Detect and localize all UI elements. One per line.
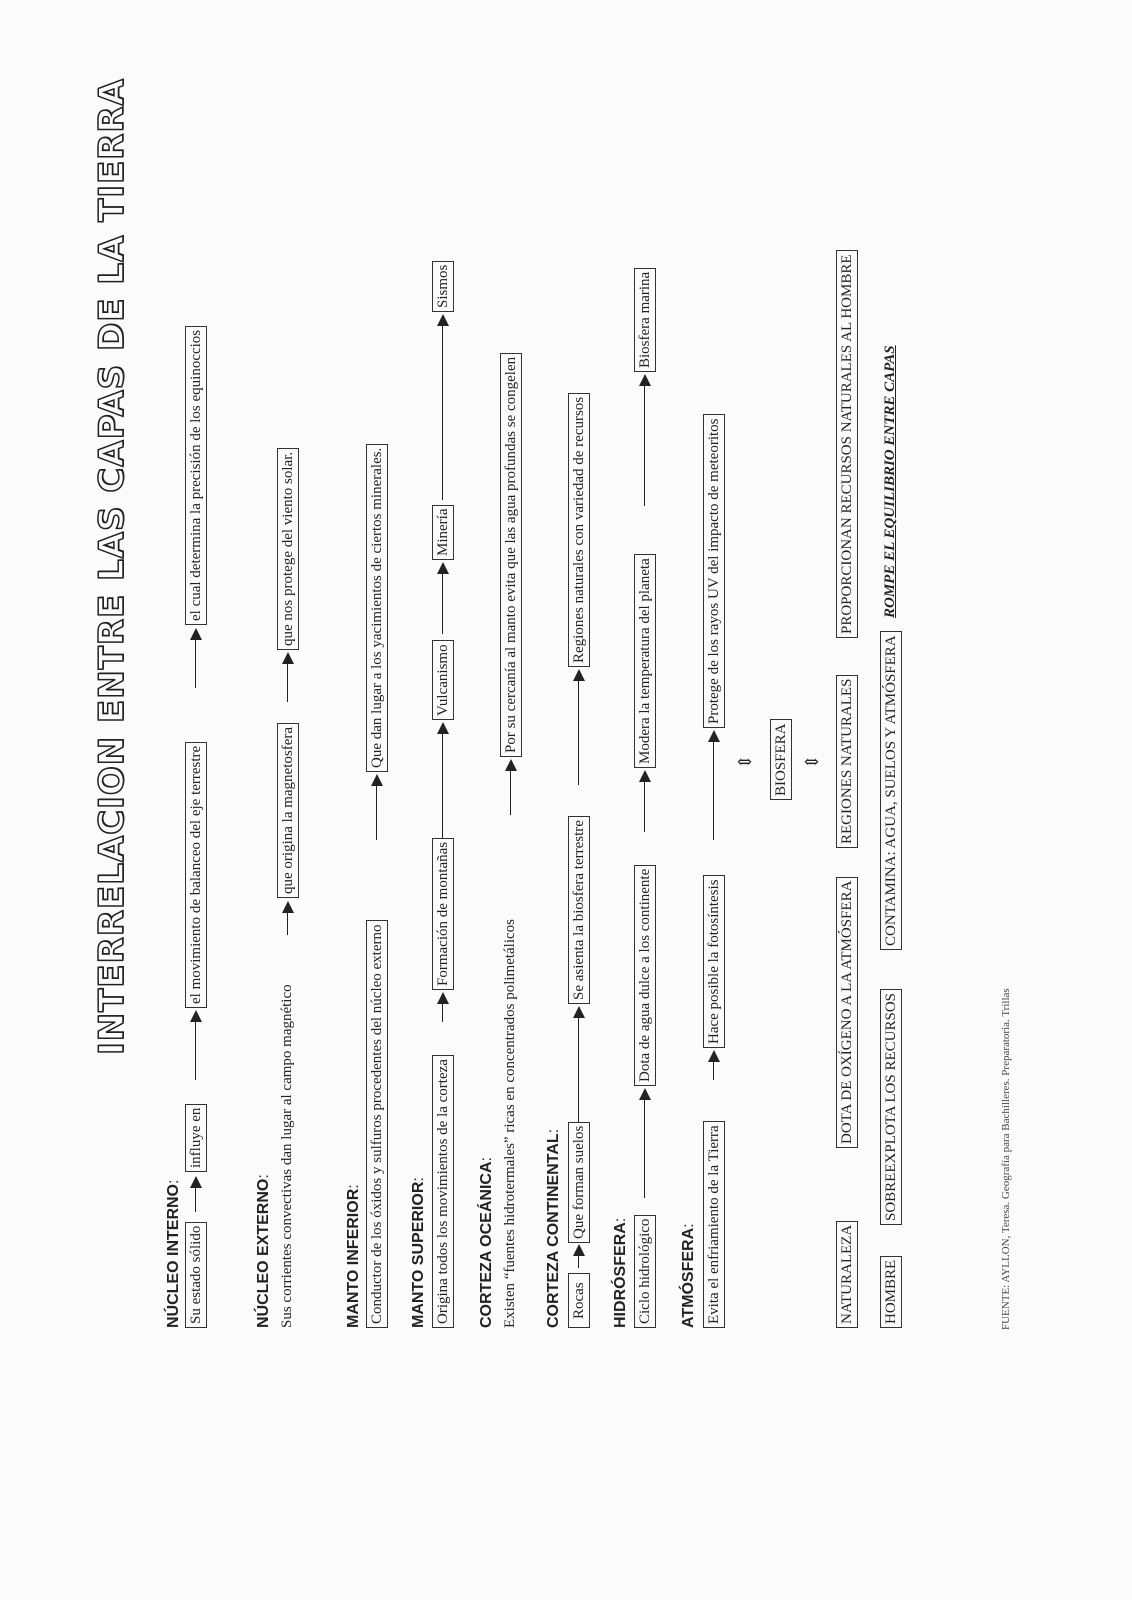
page-title: INTERRELACION ENTRE LAS CAPAS DE LA TIERRA bbox=[92, 78, 132, 1055]
heading-nucleo-interno: NÚCLEO INTERNO: bbox=[165, 1179, 182, 1328]
arrow-right bbox=[637, 1088, 653, 1198]
box-hombre: HOMBRE bbox=[880, 1256, 902, 1328]
arrow-right bbox=[435, 722, 451, 838]
box-mineria: Minería bbox=[432, 505, 454, 560]
box-dota-oxigeno: DOTA DE OXÍGENO A LA ATMÓSFERA bbox=[836, 877, 858, 1148]
box-biosfera: BIOSFERA bbox=[770, 719, 792, 800]
box-formacion-montanas: Formación de montañas bbox=[432, 838, 454, 990]
box-proporcionan-recursos: PROPORCIONAN RECURSOS NATURALES AL HOMBRE bbox=[836, 250, 858, 638]
arrow-right bbox=[188, 1176, 204, 1212]
box-cercania-manto: Por su cercanía al manto evita que las agua profundas se congelen bbox=[500, 353, 522, 757]
box-forman-suelos: Que forman suelos bbox=[568, 1122, 590, 1243]
arrow-right bbox=[706, 730, 722, 840]
arrow-right bbox=[188, 1010, 204, 1080]
box-fotosintesis: Hace posible la fotosíntesis bbox=[703, 875, 725, 1048]
box-regiones-recursos: Regiones naturales con variedad de recursos bbox=[568, 393, 590, 667]
heading-corteza-oceanica: CORTEZA OCEÁNICA: bbox=[478, 1157, 495, 1328]
text-corrientes-convectivas: Sus corrientes convectivas dan lugar al campo magnético bbox=[279, 984, 295, 1328]
box-estado-solido: Su estado sólido bbox=[185, 1222, 207, 1328]
source-footer: FUENTE: AYLLON, Teresa. Geografía para Bachilleres. Preparatoria. Trillas bbox=[1000, 988, 1012, 1330]
arrow-right bbox=[435, 562, 451, 634]
arrow-right bbox=[188, 628, 204, 688]
heading-corteza-continental: CORTEZA CONTINENTAL: bbox=[545, 1128, 562, 1328]
box-conductor-oxidos: Conductor de los óxidos y sulfuros procedentes del núcleo externo bbox=[366, 921, 388, 1329]
arrow-right bbox=[571, 1006, 587, 1122]
double-arrow-icon: ⇕ bbox=[735, 754, 755, 770]
box-contamina: CONTAMINA: AGUA, SUELOS Y ATMÓSFERA bbox=[880, 631, 902, 950]
heading-manto-superior: MANTO SUPERIOR: bbox=[410, 1177, 427, 1328]
box-enfriamiento-tierra: Evita el enfriamiento de la Tierra bbox=[703, 1121, 725, 1328]
box-biosfera-marina: Biosfera marina bbox=[634, 268, 656, 372]
box-movimientos-corteza: Origina todos los movimientos de la corteza bbox=[432, 1055, 454, 1328]
box-magnetosfera: que origina la magnetosfera bbox=[277, 723, 299, 898]
arrow-right bbox=[280, 652, 296, 702]
box-rocas: Rocas bbox=[568, 1273, 590, 1328]
box-precision-equinoccios: el cual determina la precisión de los equinoccios bbox=[185, 326, 207, 625]
box-vulcanismo: Vulcanismo bbox=[432, 640, 454, 720]
heading-nucleo-externo: NÚCLEO EXTERNO: bbox=[255, 1174, 272, 1328]
arrow-right bbox=[571, 669, 587, 785]
box-movimiento-balanceo: el movimiento de balanceo del eje terrestre bbox=[185, 742, 207, 1008]
arrow-right bbox=[435, 992, 451, 1022]
text-rompe-equilibrio: ROMPE EL EQUILIBRIO ENTRE CAPAS bbox=[882, 345, 898, 618]
box-biosfera-terrestre: Se asienta la biosfera terrestre bbox=[568, 816, 590, 1004]
box-viento-solar: que nos protege del viento solar. bbox=[277, 448, 299, 650]
box-sismos: Sismos bbox=[432, 261, 454, 312]
arrow-right bbox=[280, 901, 296, 935]
arrow-right bbox=[435, 314, 451, 500]
box-rayos-uv: Protege de los rayos UV del impacto de meteoritos bbox=[703, 415, 725, 729]
heading-hidrosfera: HIDRÓSFERA: bbox=[612, 1217, 629, 1328]
arrow-right bbox=[369, 774, 385, 840]
arrow-right bbox=[503, 759, 519, 815]
box-modera-temperatura: Modera la temperatura del planeta bbox=[634, 554, 656, 768]
text-fuentes-hidrotermales: Existen “fuentes hidrotermales” ricas en concentrados polimetálicos bbox=[502, 918, 518, 1328]
heading-manto-inferior: MANTO INFERIOR: bbox=[345, 1184, 362, 1328]
arrow-right bbox=[637, 770, 653, 832]
arrow-right bbox=[706, 1050, 722, 1080]
arrow-right bbox=[637, 374, 653, 506]
heading-atmosfera: ATMÓSFERA: bbox=[680, 1223, 697, 1328]
box-sobreexplota: SOBREEXPLOTA LOS RECURSOS bbox=[880, 989, 902, 1225]
box-ciclo-hidrologico: Ciclo hidrológico bbox=[634, 1215, 656, 1328]
double-arrow-icon: ⇕ bbox=[802, 754, 822, 770]
box-regiones-naturales: REGIONES NATURALES bbox=[836, 675, 858, 848]
box-agua-dulce: Dota de agua dulce a los continente bbox=[634, 865, 656, 1086]
arrow-right bbox=[571, 1244, 587, 1268]
box-influye-en: influye en bbox=[185, 1104, 207, 1172]
box-yacimientos-minerales: Que dan lugar a los yacimientos de ciertos minerales. bbox=[366, 444, 388, 772]
box-naturaleza: NATURALEZA bbox=[836, 1221, 858, 1328]
